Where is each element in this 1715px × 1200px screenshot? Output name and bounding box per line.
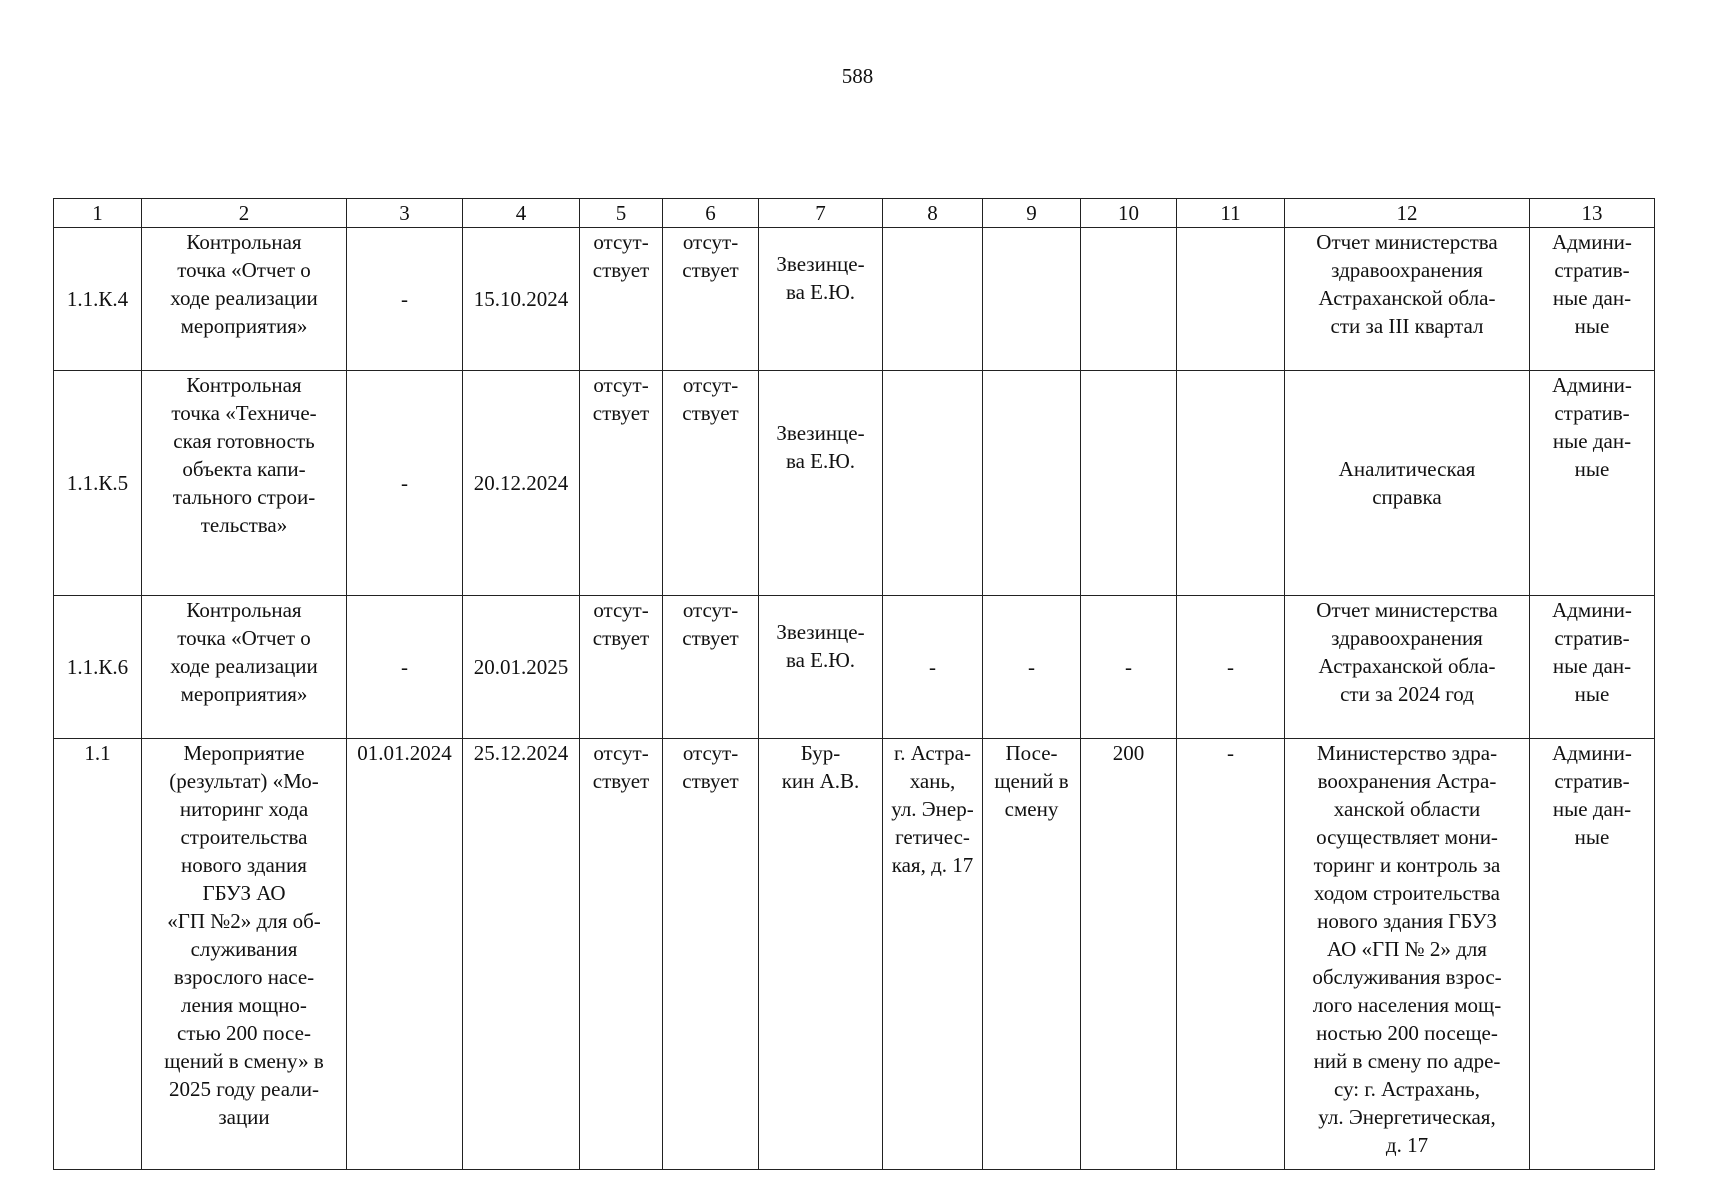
cell-line: щений в смену» в [164, 1049, 324, 1073]
column-11-cell: - [1177, 739, 1285, 1170]
column-8-cell [883, 371, 983, 596]
cell-line: кин А.В. [781, 769, 860, 793]
column-9-cell [983, 228, 1081, 371]
cell-line: отсут- [593, 741, 649, 765]
column-6-cell [663, 739, 759, 1170]
cell-line: ные дан- [1552, 654, 1632, 678]
cell-line: стратив- [1554, 258, 1630, 282]
cell-line: Контрольная [186, 373, 302, 397]
responsible-cell [759, 371, 883, 596]
column-5-cell [580, 596, 663, 739]
source-cell [1530, 228, 1655, 371]
cell-line: ные [1574, 825, 1610, 849]
start-date-cell: - [347, 228, 463, 371]
column-9-cell [983, 371, 1081, 596]
cell-line: обслуживания взрос- [1312, 965, 1502, 989]
row-id-cell: 1.1.К.5 [54, 371, 142, 596]
cell-line: ные дан- [1552, 429, 1632, 453]
column-9-cell [983, 739, 1081, 1170]
source-cell [1530, 596, 1655, 739]
cell-line: отсут- [682, 598, 739, 622]
column-11-cell: - [1177, 596, 1285, 739]
cell-line: осуществляет мони- [1316, 825, 1498, 849]
column-5-cell [580, 739, 663, 1170]
cell-line: д. 17 [1385, 1133, 1429, 1157]
cell-line: Контрольная [186, 230, 302, 254]
cell-line: АО «ГП № 2» для [1327, 937, 1487, 961]
column-header: 1 [54, 199, 142, 228]
cell-line: Контрольная [186, 598, 302, 622]
cell-line: Звезинце- [776, 252, 865, 276]
column-6-cell [663, 228, 759, 371]
cell-line: отсут- [593, 230, 649, 254]
cell-line: ская готовность [173, 429, 315, 453]
column-10-cell: - [1081, 596, 1177, 739]
cell-line: объекта капи- [182, 457, 306, 481]
table-row [54, 228, 1655, 371]
table-row [54, 596, 1655, 739]
cell-line: мероприятия» [180, 314, 308, 338]
column-10-cell [1081, 371, 1177, 596]
cell-line: хань, [909, 769, 956, 793]
cell-line: ствует [682, 401, 739, 425]
cell-line: справка [1372, 485, 1442, 509]
cell-line: Министерство здра- [1316, 741, 1498, 765]
cell-line: отсут- [682, 741, 739, 765]
cell-line: ные дан- [1552, 286, 1632, 310]
column-header: 2 [142, 199, 347, 228]
column-5-cell [580, 228, 663, 371]
cell-line: ва Е.Ю. [785, 648, 856, 672]
column-6-cell [663, 596, 759, 739]
cell-line: ствует [682, 258, 739, 282]
column-6-cell [663, 371, 759, 596]
cell-line: тельства» [200, 513, 288, 537]
cell-line: зации [218, 1105, 270, 1129]
cell-line: лого населения мощ- [1312, 993, 1502, 1017]
cell-line: Мероприятие [183, 741, 305, 765]
cell-line: ГБУЗ АО [202, 881, 286, 905]
plan-table [53, 198, 1655, 1170]
table-row [54, 739, 1655, 1170]
responsible-cell [759, 596, 883, 739]
cell-line: нового здания ГБУЗ [1317, 909, 1497, 933]
cell-line: Отчет министерства [1316, 598, 1498, 622]
cell-line: мероприятия» [180, 682, 308, 706]
cell-line: Бур- [800, 741, 841, 765]
cell-line: ные [1574, 682, 1610, 706]
column-header: 13 [1530, 199, 1655, 228]
cell-line: кая, д. 17 [891, 853, 974, 877]
column-8-cell [883, 596, 983, 739]
cell-line: Астраханской обла- [1318, 654, 1496, 678]
column-header: 3 [347, 199, 463, 228]
cell-line: г. Астра- [894, 741, 971, 765]
cell-line: воохранения Астра- [1317, 769, 1497, 793]
cell-line: ствует [592, 626, 650, 650]
column-header: 5 [580, 199, 663, 228]
cell-line: Отчет министерства [1316, 230, 1498, 254]
cell-line: гетичес- [895, 825, 970, 849]
document-cell [1285, 596, 1530, 739]
cell-line: ходом строительства [1314, 881, 1500, 905]
cell-line: отсут- [682, 230, 739, 254]
cell-line: здравоохранения [1331, 258, 1483, 282]
cell-line: смену [1004, 797, 1059, 821]
cell-line: ходе реализации [170, 654, 318, 678]
cell-line: ствует [592, 769, 650, 793]
cell-line: точка «Техниче- [171, 401, 317, 425]
cell-line: «ГП №2» для об- [167, 909, 321, 933]
cell-line: ные дан- [1552, 797, 1632, 821]
end-date-cell: 20.01.2025 [463, 596, 580, 739]
column-header: 7 [759, 199, 883, 228]
cell-line: строительства [180, 825, 308, 849]
cell-line: нового здания [181, 853, 307, 877]
cell-line: ствует [592, 401, 650, 425]
cell-line: ва Е.Ю. [785, 449, 856, 473]
document-cell [1285, 739, 1530, 1170]
cell-line: Астраханской обла- [1318, 286, 1496, 310]
cell-line: - [929, 655, 936, 679]
cell-line: щений в [994, 769, 1069, 793]
start-date-cell: - [347, 371, 463, 596]
column-9-cell [983, 596, 1081, 739]
cell-line: Посе- [1005, 741, 1058, 765]
column-header: 4 [463, 199, 580, 228]
page-number: 588 [841, 64, 874, 88]
column-8-cell [883, 228, 983, 371]
cell-line: сти за 2024 год [1340, 682, 1474, 706]
column-header: 12 [1285, 199, 1530, 228]
document-cell [1285, 371, 1530, 596]
column-header: 11 [1177, 199, 1285, 228]
table-row [54, 371, 1655, 596]
column-8-cell [883, 739, 983, 1170]
column-header: 9 [983, 199, 1081, 228]
cell-line: ные [1574, 457, 1610, 481]
cell-line: Админи- [1552, 741, 1632, 765]
cell-line: су: г. Астрахань, [1334, 1077, 1480, 1101]
cell-line: отсут- [593, 598, 649, 622]
cell-line: служивания [190, 937, 298, 961]
cell-line: ул. Энергетическая, [1318, 1105, 1496, 1129]
source-cell [1530, 739, 1655, 1170]
cell-line: стратив- [1554, 769, 1630, 793]
end-date-cell: 15.10.2024 [463, 228, 580, 371]
end-date-cell: 25.12.2024 [463, 739, 580, 1170]
column-10-cell: 200 [1081, 739, 1177, 1170]
cell-line: тального строи- [172, 485, 316, 509]
cell-line: ления мощно- [181, 993, 307, 1017]
cell-line: ний в смену по адре- [1313, 1049, 1501, 1073]
document-cell [1285, 228, 1530, 371]
column-header: 6 [663, 199, 759, 228]
cell-line: - [1028, 655, 1035, 679]
table-header-row [54, 199, 1655, 228]
row-id-cell: 1.1.К.6 [54, 596, 142, 739]
cell-line: отсут- [593, 373, 649, 397]
column-5-cell [580, 371, 663, 596]
responsible-cell [759, 739, 883, 1170]
start-date-cell: 01.01.2024 [347, 739, 463, 1170]
responsible-cell [759, 228, 883, 371]
row-name-cell [142, 228, 347, 371]
start-date-cell: - [347, 596, 463, 739]
cell-line: ханской области [1333, 797, 1481, 821]
cell-line: Админи- [1552, 373, 1632, 397]
column-11-cell [1177, 228, 1285, 371]
end-date-cell: 20.12.2024 [463, 371, 580, 596]
cell-line: Звезинце- [776, 421, 865, 445]
cell-line: отсут- [682, 373, 739, 397]
cell-line: торинг и контроль за [1313, 853, 1501, 877]
cell-line: взрослого насе- [173, 965, 315, 989]
row-name-cell [142, 739, 347, 1170]
cell-line: (результат) «Мо- [169, 769, 319, 793]
cell-line: сти за III квартал [1330, 314, 1484, 338]
cell-line: стратив- [1554, 401, 1630, 425]
cell-line: ходе реализации [170, 286, 318, 310]
row-id-cell: 1.1.К.4 [54, 228, 142, 371]
cell-line: ствует [682, 769, 739, 793]
cell-line: стратив- [1554, 626, 1630, 650]
source-cell [1530, 371, 1655, 596]
cell-line: ствует [682, 626, 739, 650]
cell-line: точка «Отчет о [177, 626, 311, 650]
cell-line: точка «Отчет о [177, 258, 311, 282]
column-10-cell [1081, 228, 1177, 371]
column-11-cell [1177, 371, 1285, 596]
row-name-cell [142, 596, 347, 739]
cell-line: ностью 200 посеще- [1316, 1021, 1498, 1045]
cell-line: ва Е.Ю. [785, 280, 856, 304]
cell-line: здравоохранения [1331, 626, 1483, 650]
cell-line: стью 200 посе- [177, 1021, 311, 1045]
column-header: 10 [1081, 199, 1177, 228]
cell-line: ниторинг хода [179, 797, 309, 821]
row-name-cell [142, 371, 347, 596]
cell-line: Звезинце- [776, 620, 865, 644]
cell-line: ул. Энер- [891, 797, 974, 821]
column-header: 8 [883, 199, 983, 228]
cell-line: Админи- [1552, 230, 1632, 254]
cell-line: ствует [592, 258, 650, 282]
cell-line: Админи- [1552, 598, 1632, 622]
row-id-cell: 1.1 [54, 739, 142, 1170]
cell-line: 2025 году реали- [169, 1077, 319, 1101]
cell-line: ные [1574, 314, 1610, 338]
cell-line: Аналитическая [1338, 457, 1476, 481]
